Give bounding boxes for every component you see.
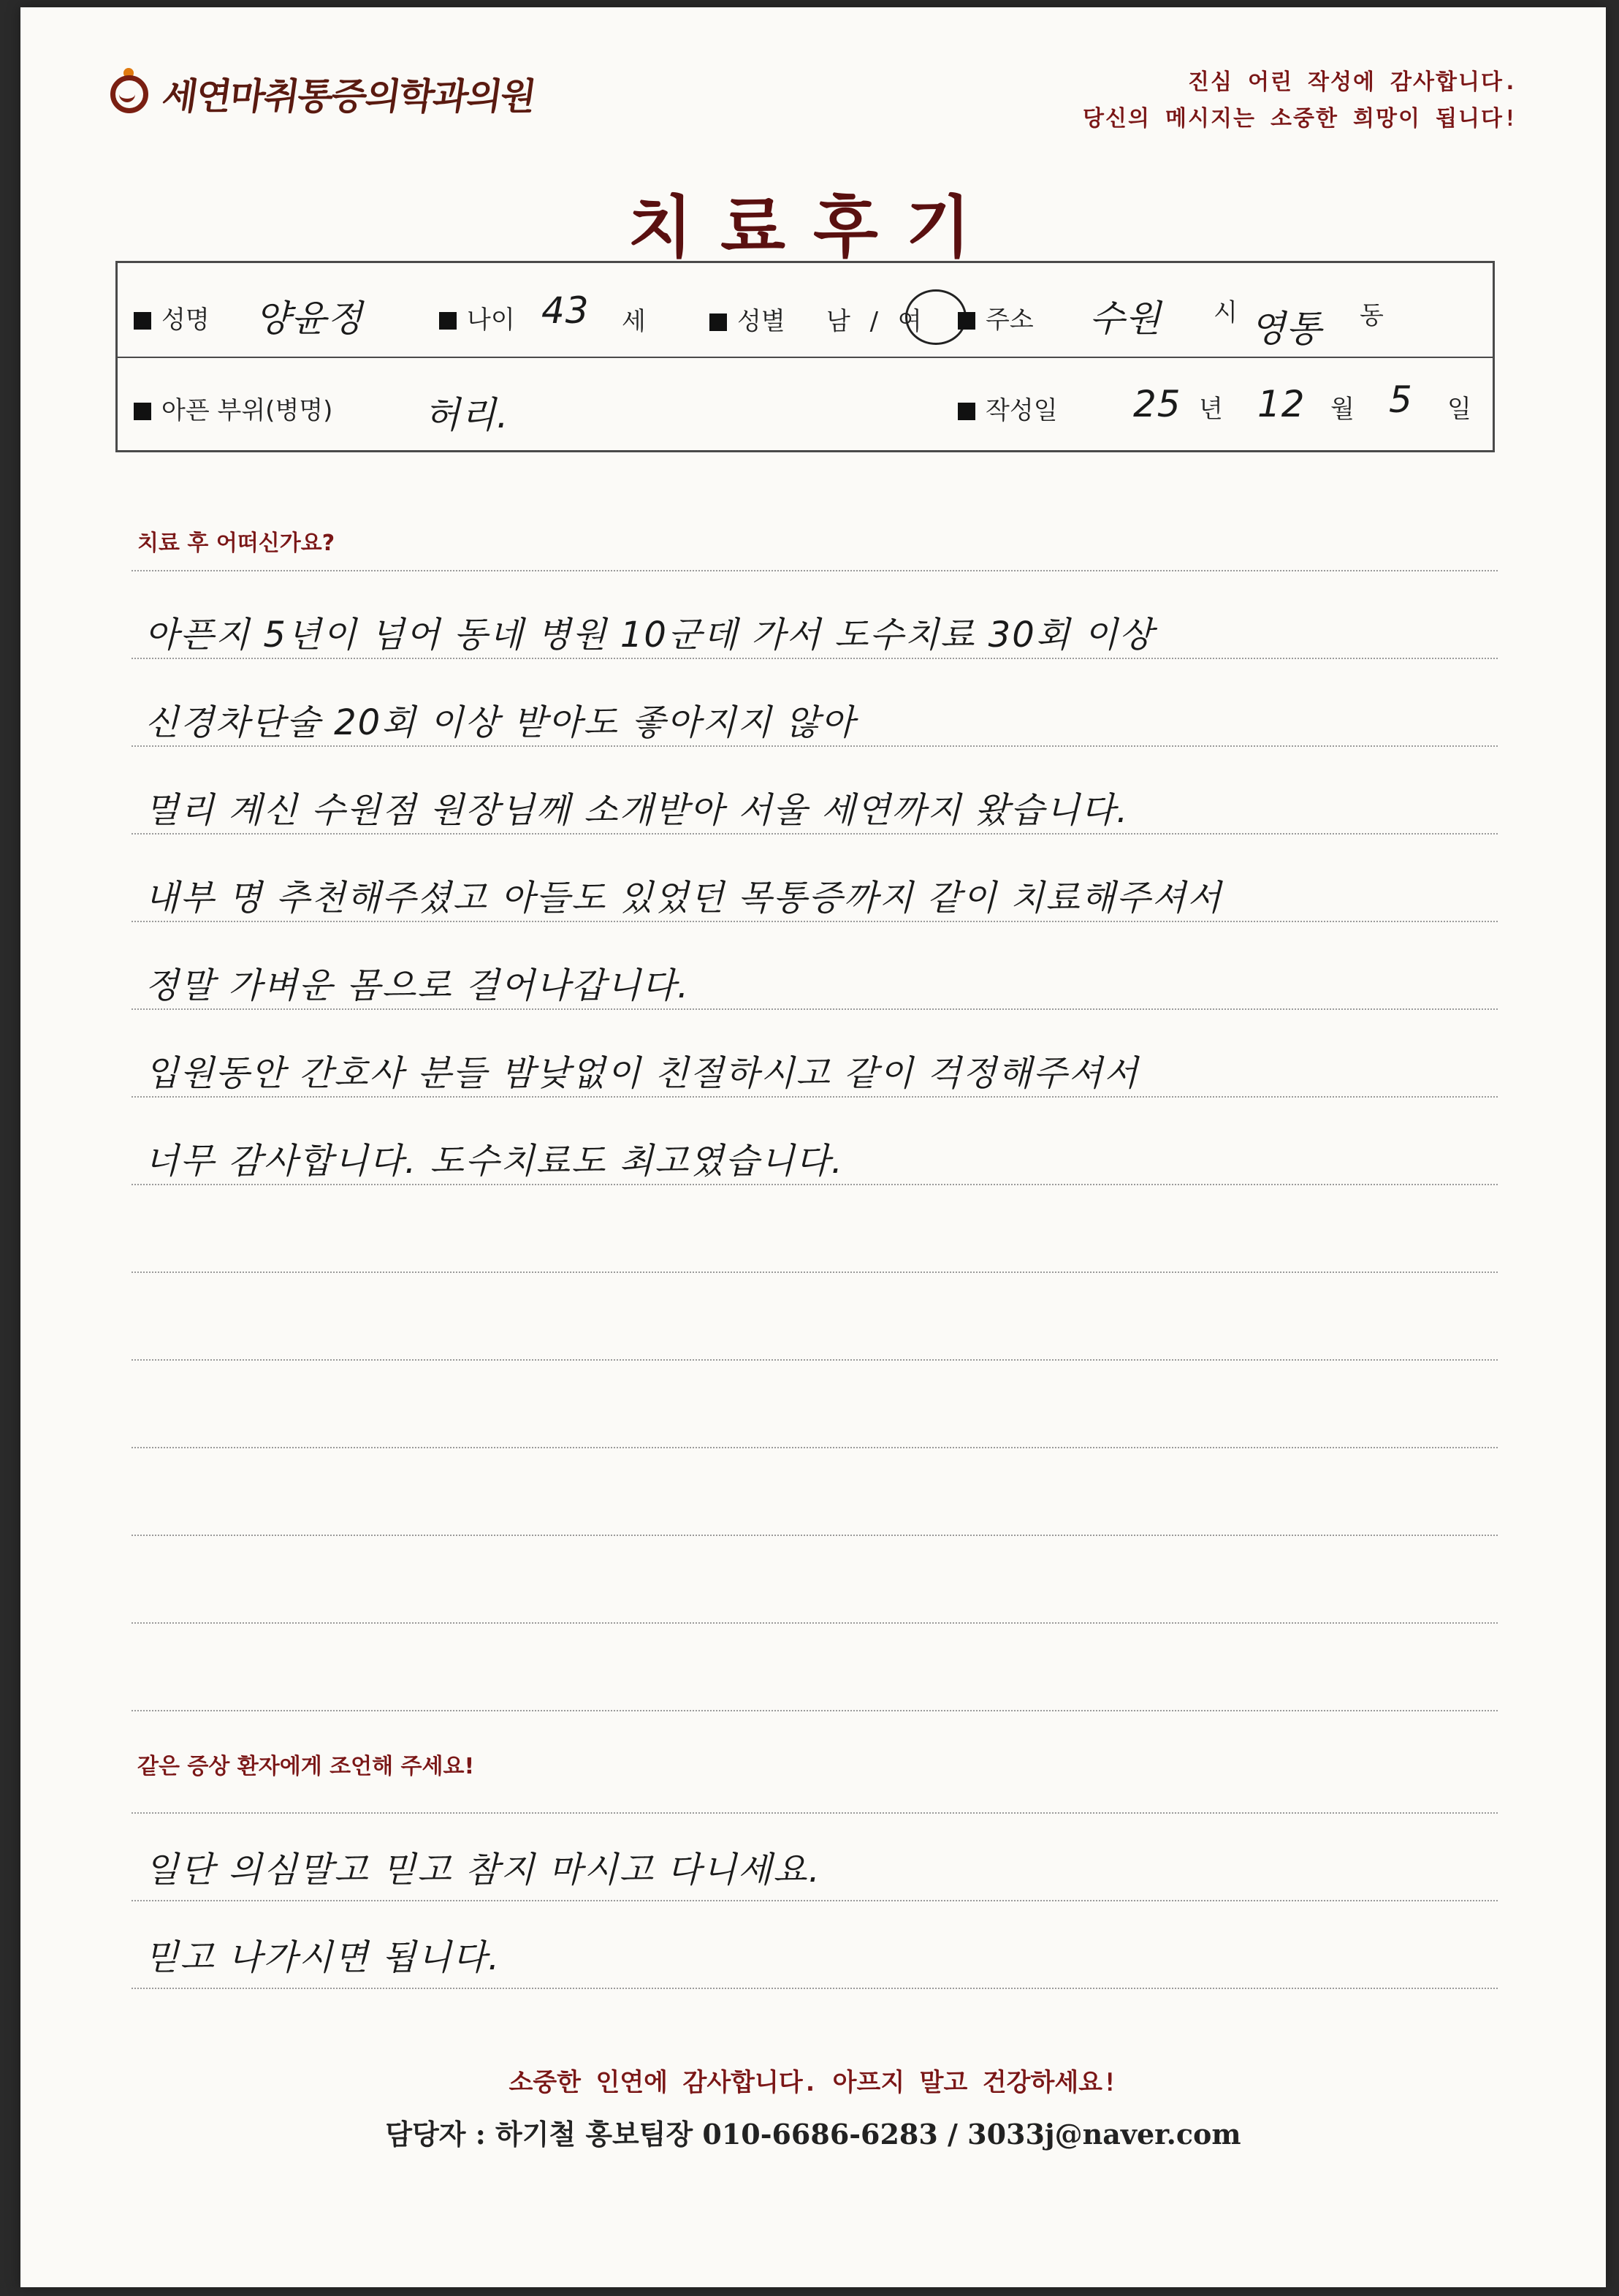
date-year-field[interactable]: 25 bbox=[1133, 383, 1181, 425]
ruled-line bbox=[132, 921, 1498, 922]
footer-contact: 담당자 : 하기철 홍보팀장 010-6686-6283 / 3033j@naver.com bbox=[385, 2118, 1241, 2151]
advice-section-label: 같은 증상 환자에게 조언해 주세요! bbox=[137, 1754, 475, 1779]
bullet-square-icon bbox=[958, 312, 975, 330]
page-title: 치료후기 bbox=[628, 188, 999, 267]
info-row-2 bbox=[118, 357, 1493, 450]
date-year-unit: 년 bbox=[1199, 395, 1223, 424]
footer-thanks: 소중한 인연에 감사합니다. 아프지 말고 건강하세요! bbox=[508, 2068, 1118, 2097]
ruled-line bbox=[132, 658, 1498, 659]
bullet-square-icon bbox=[134, 312, 151, 330]
ruled-line bbox=[132, 1184, 1498, 1185]
thanks-message bbox=[1083, 64, 1518, 137]
thanks-line-2: 당신의 메시지는 소중한 희망이 됩니다! bbox=[1083, 106, 1518, 132]
ruled-line bbox=[132, 1271, 1498, 1273]
smiling-sun-logo-icon bbox=[104, 68, 156, 119]
gender-options: 남 / 여 bbox=[826, 307, 928, 336]
date-day-unit: 일 bbox=[1447, 395, 1471, 424]
review-section-label: 치료 후 어떠신가요? bbox=[137, 531, 335, 556]
name-label: 성명 bbox=[134, 300, 210, 335]
clinic-logo bbox=[104, 67, 538, 120]
bullet-square-icon bbox=[958, 403, 975, 420]
pain-area-field[interactable]: 허리. bbox=[424, 394, 509, 436]
ruled-line bbox=[132, 833, 1498, 835]
address-dong-unit: 동 bbox=[1360, 301, 1384, 330]
review-form-sheet bbox=[20, 7, 1606, 2287]
ruled-line bbox=[132, 1988, 1498, 1989]
gender-label: 성별 bbox=[709, 301, 785, 337]
ruled-line bbox=[132, 1812, 1498, 1814]
ruled-line bbox=[132, 1447, 1498, 1448]
address-dong-field[interactable]: 영통 bbox=[1250, 308, 1322, 350]
review-line: 너무 감사합니다. 도수치료도 최고였습니다. bbox=[145, 1141, 844, 1182]
address-city-field[interactable]: 수원 bbox=[1089, 297, 1162, 340]
date-label: 작성일 bbox=[958, 390, 1058, 426]
bullet-square-icon bbox=[709, 313, 727, 331]
age-field[interactable]: 43 bbox=[541, 289, 590, 332]
date-month-unit: 월 bbox=[1330, 395, 1355, 424]
review-line: 내부 명 추천해주셨고 아들도 있었던 목통증까지 같이 치료해주셔서 bbox=[145, 878, 1223, 919]
patient-info-box bbox=[115, 261, 1495, 452]
date-month-field[interactable]: 12 bbox=[1257, 383, 1306, 425]
ruled-line bbox=[132, 1622, 1498, 1624]
ruled-line bbox=[132, 745, 1498, 747]
advice-line: 일단 의심말고 믿고 참지 마시고 다니세요. bbox=[145, 1850, 821, 1890]
age-label: 나이 bbox=[439, 300, 515, 335]
date-day-field[interactable]: 5 bbox=[1389, 379, 1413, 421]
ruled-line bbox=[132, 1710, 1498, 1711]
review-line: 아픈지 5년이 넘어 동네 병원 10군데 가서 도수치료 30회 이상 bbox=[145, 615, 1155, 655]
age-unit: 세 bbox=[622, 307, 646, 336]
advice-line: 믿고 나가시면 됩니다. bbox=[145, 1937, 501, 1978]
ruled-line bbox=[132, 1008, 1498, 1010]
name-field[interactable]: 양윤정 bbox=[255, 297, 363, 340]
ruled-line bbox=[132, 1359, 1498, 1361]
ruled-line bbox=[132, 1535, 1498, 1536]
ruled-line bbox=[132, 1900, 1498, 1901]
ruled-line bbox=[132, 570, 1498, 571]
clinic-name: 세연마취통증의학과의원 bbox=[159, 75, 538, 118]
review-line: 정말 가벼운 몸으로 걸어나갑니다. bbox=[145, 965, 690, 1006]
review-line: 멀리 계신 수원점 원장님께 소개받아 서울 세연까지 왔습니다. bbox=[145, 790, 1130, 831]
info-row-1 bbox=[118, 263, 1493, 358]
address-city-unit: 시 bbox=[1214, 298, 1238, 327]
review-line: 신경차단술 20회 이상 받아도 좋아지지 않아 bbox=[145, 702, 856, 743]
thanks-line-1: 진심 어린 작성에 감사합니다. bbox=[1187, 69, 1518, 95]
review-line: 입원동안 간호사 분들 밤낮없이 친절하시고 같이 걱정해주셔서 bbox=[145, 1053, 1140, 1094]
bullet-square-icon bbox=[134, 403, 151, 420]
bullet-square-icon bbox=[439, 312, 457, 330]
pain-area-label: 아픈 부위(병명) bbox=[134, 390, 332, 426]
address-label: 주소 bbox=[958, 300, 1034, 335]
ruled-line bbox=[132, 1096, 1498, 1098]
